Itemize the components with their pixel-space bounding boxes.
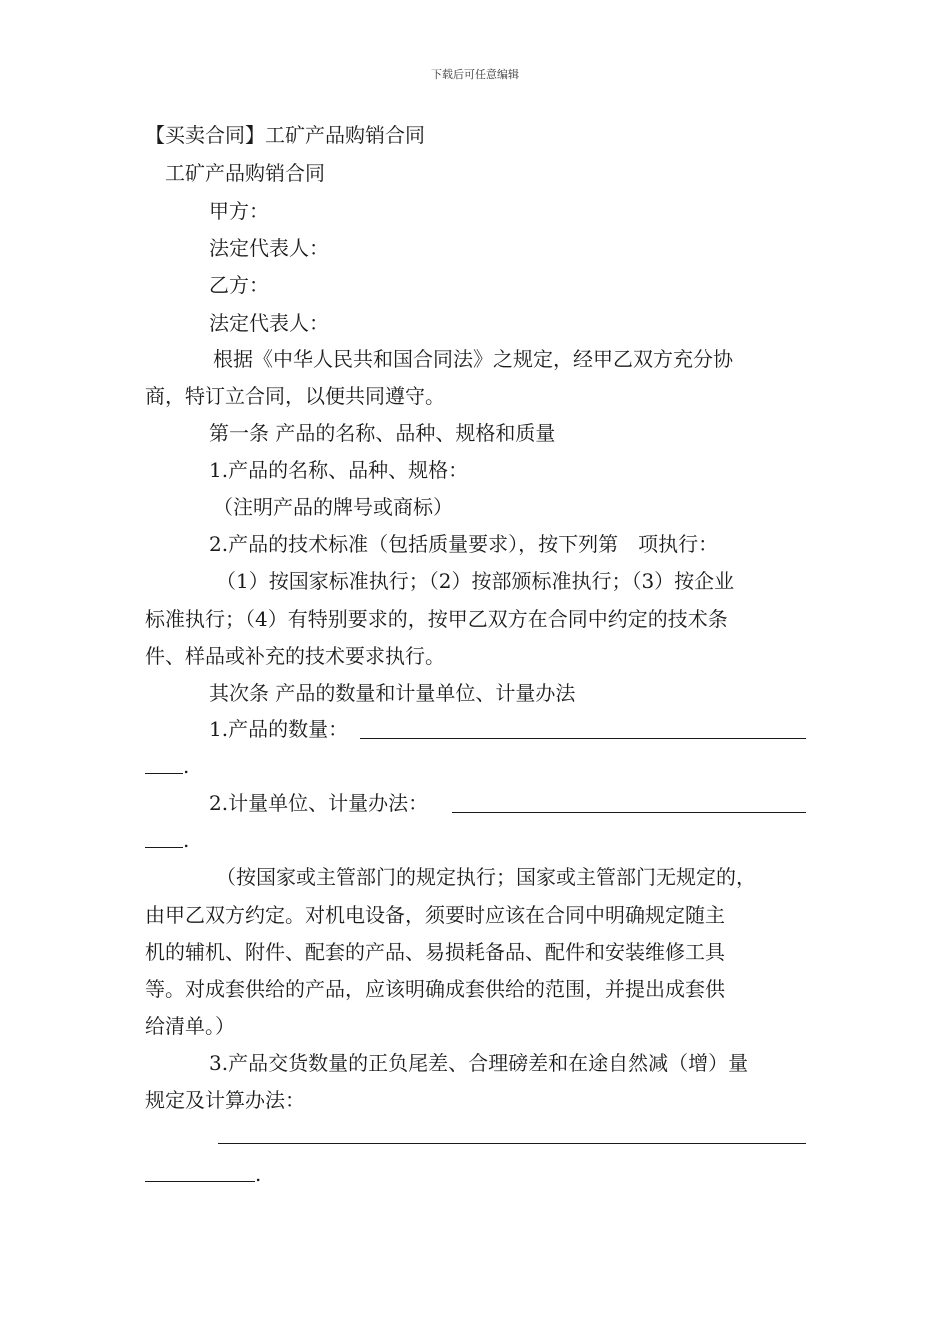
- article-1-heading: 第一条 产品的名称、品种、规格和质量: [209, 421, 556, 445]
- calculation-blank-line-continued: [145, 1181, 255, 1182]
- article-2-item-3: 3.产品交货数量的正负尾差、合理磅差和在途自然减（增）量: [209, 1051, 749, 1075]
- article-2-note-line: 等。对成套供给的产品，应该明确成套供给的范围，并提出成套供: [145, 977, 725, 1001]
- article-2-note-line: 给清单。）: [145, 1014, 235, 1038]
- article-1-options-line: 件、样品或补充的技术要求执行。: [145, 644, 445, 668]
- period-mark: .: [183, 754, 190, 778]
- article-1-item-2: 2.产品的技术标准（包括质量要求），按下列第 项执行：: [209, 532, 719, 556]
- quantity-blank-line-continued: [145, 773, 183, 774]
- article-1-options-line: （1）按国家标准执行；（2）按部颁标准执行；（3）按企业: [216, 569, 735, 593]
- article-2-item-3-continued: 规定及计算办法：: [145, 1088, 305, 1112]
- article-1-item-1: 1.产品的名称、品种、规格：: [209, 458, 469, 482]
- document-title: 【买卖合同】工矿产品购销合同: [145, 123, 425, 147]
- article-2-note-line: 机的辅机、附件、配套的产品、易损耗备品、配件和安装维修工具: [145, 940, 725, 964]
- party-b-label: 乙方：: [209, 273, 269, 297]
- article-1-note: （注明产品的牌号或商标）: [213, 495, 453, 519]
- article-1-options-line: 标准执行；（4）有特别要求的，按甲乙双方在合同中约定的技术条: [145, 607, 728, 631]
- party-a-rep-label: 法定代表人：: [209, 236, 329, 260]
- article-2-heading: 其次条 产品的数量和计量单位、计量办法: [209, 681, 576, 705]
- intro-paragraph-line: 根据《中华人民共和国合同法》之规定，经甲乙双方充分协: [213, 347, 733, 371]
- article-2-note-line: （按国家或主管部门的规定执行；国家或主管部门无规定的，: [216, 865, 756, 889]
- calculation-blank-line: [218, 1143, 806, 1144]
- contract-subtitle: 工矿产品购销合同: [165, 161, 325, 185]
- units-blank-line-continued: [145, 847, 183, 848]
- quantity-blank-line: [360, 738, 806, 739]
- period-mark: .: [255, 1162, 262, 1186]
- article-2-item-2: 2.计量单位、计量办法：: [209, 791, 429, 815]
- party-b-rep-label: 法定代表人：: [209, 311, 329, 335]
- units-blank-line: [452, 812, 806, 813]
- article-2-item-1: 1.产品的数量：: [209, 717, 349, 741]
- period-mark: .: [183, 828, 190, 852]
- header-note: 下载后可任意编辑: [431, 68, 519, 81]
- article-2-note-line: 由甲乙双方约定。对机电设备，须要时应该在合同中明确规定随主: [145, 903, 725, 927]
- intro-paragraph-line: 商，特订立合同，以便共同遵守。: [145, 384, 445, 408]
- party-a-label: 甲方：: [209, 199, 269, 223]
